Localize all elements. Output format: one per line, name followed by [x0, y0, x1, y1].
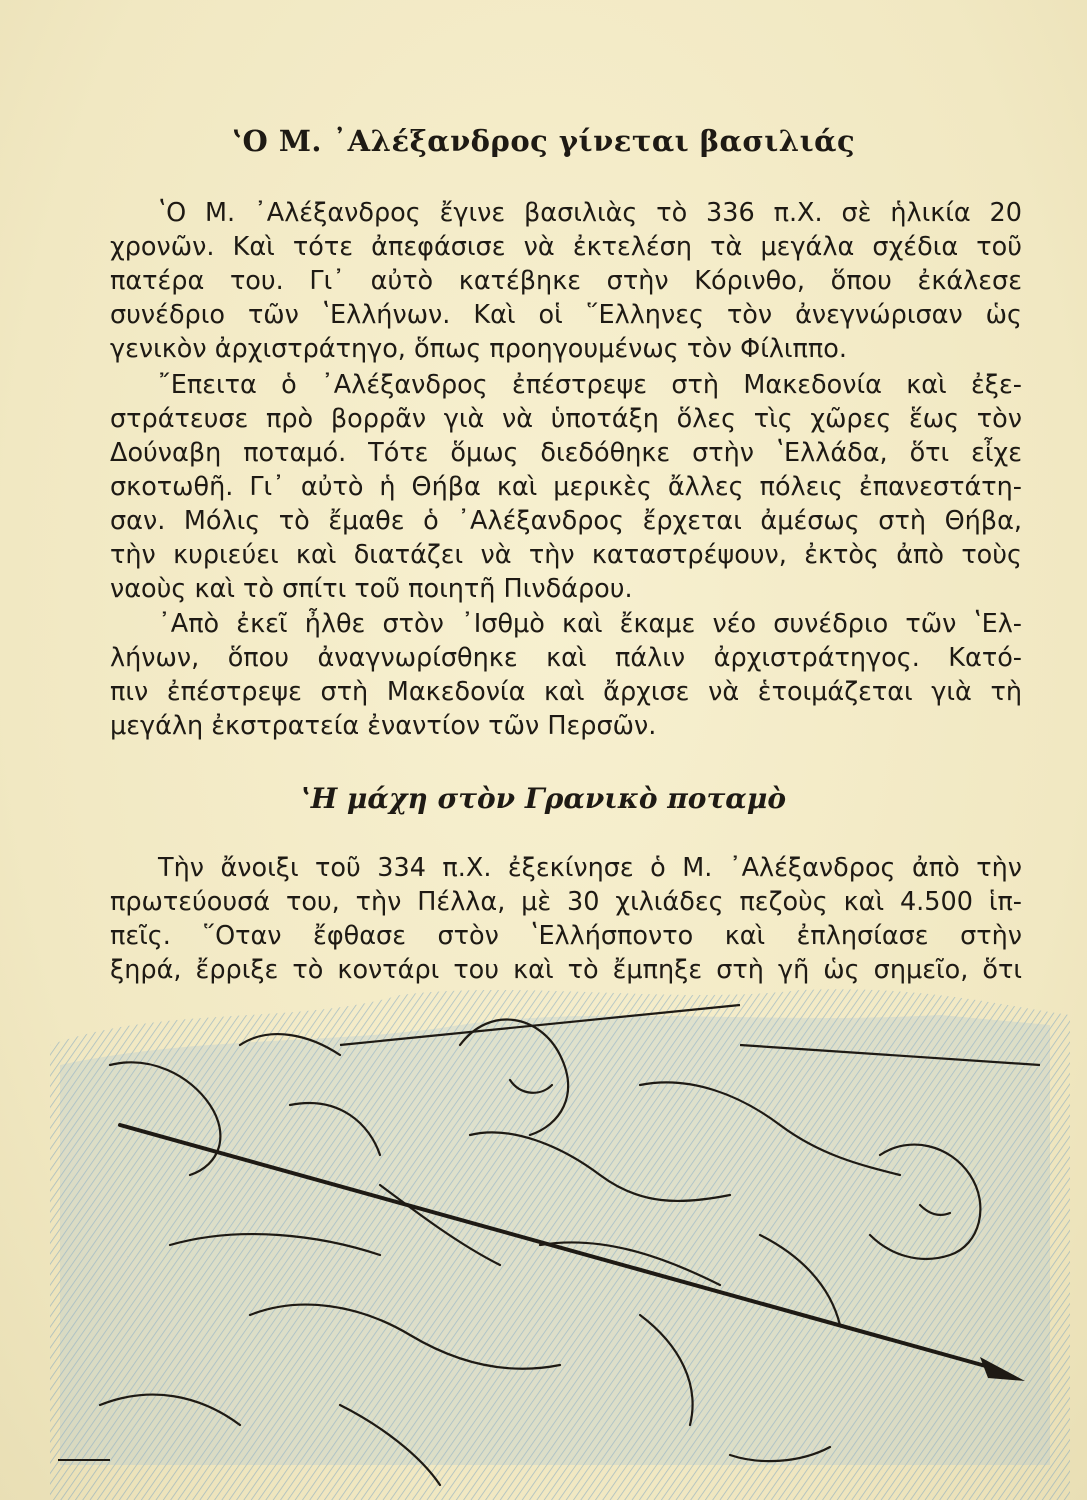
text-line: ναοὺς καὶ τὸ σπίτι τοῦ ποιητῆ Πινδάρου.	[110, 574, 633, 604]
text-line: λήνων, ὅπου ἀναγνωρίσθηκε καὶ πάλιν ἀρχιστράτηγος. Κατό-	[110, 643, 1022, 673]
text-line: πατέρα του. Γι᾿ αὐτὸ κατέβηκε στὴν Κόρινθο, ὅπου ἐκάλεσε	[110, 266, 1022, 296]
text-line: ʽΟ Μ. ᾿Αλέξανδρος ἔγινε βασιλιὰς τὸ 336 π.Χ. σὲ ἡλικία 20	[158, 198, 1022, 228]
text-line: τὴν κυριεύει καὶ διατάζει νὰ τὴν καταστρέψουν, ἐκτὸς ἀπὸ τοὺς	[110, 540, 1022, 570]
text-line: πιν ἐπέστρεψε στὴ Μακεδονία καὶ ἄρχισε νὰ ἑτοιμάζεται γιὰ τὴ	[110, 677, 1022, 707]
text-line: χρονῶν. Καὶ τότε ἀπεφάσισε νὰ ἐκτελέση τὰ μεγάλα σχέδια τοῦ	[110, 232, 1022, 262]
text-line: στράτευσε πρὸ βορρᾶν γιὰ νὰ ὑποτάξη ὅλες τὶς χῶρες ἕως τὸν	[110, 404, 1022, 434]
section-heading-alexander-king: ʽΟ Μ. ᾿Αλέξανδρος γίνεται βασιλιάς	[231, 124, 856, 158]
text-line: μεγάλη ἐκστρατεία ἐναντίον τῶν Περσῶν.	[110, 711, 657, 741]
text-line: συνέδριο τῶν ʽΕλλήνων. Καὶ οἱ ῞Ελληνες τὸν ἀνεγνώρισαν ὡς	[110, 300, 1022, 330]
section-heading-granicus-battle: ʽΗ μάχη στὸν Γρανικὸ ποταμὸ	[300, 782, 786, 815]
text-line: σαν. Μόλις τὸ ἔμαθε ὁ ᾿Αλέξανδρος ἔρχεται ἀμέσως στὴ Θήβα,	[110, 506, 1022, 536]
text-line: ξηρά, ἔρριξε τὸ κοντάρι του καὶ τὸ ἔμπηξε στὴ γῆ ὡς σημεῖο, ὅτι	[110, 955, 1022, 985]
text-line: Δούναβη ποταμό. Τότε ὅμως διεδόθηκε στὴν ʽΕλλάδα, ὅτι εἶχε	[110, 438, 1022, 468]
text-line: πρωτεύουσά του, τὴν Πέλλα, μὲ 30 χιλιάδες πεζοὺς καὶ 4.500 ἱπ-	[110, 887, 1022, 917]
text-line: ᾿Απὸ ἐκεῖ ἦλθε στὸν ᾿Ισθμὸ καὶ ἔκαμε νέο συνέδριο τῶν ʽΕλ-	[158, 609, 1022, 639]
text-line: ῎Επειτα ὁ ᾿Αλέξανδρος ἐπέστρεψε στὴ Μακεδονία καὶ ἐξε-	[158, 370, 1022, 400]
text-line: πεῖς. ῞Οταν ἔφθασε στὸν ʽΕλλήσποντο καὶ ἐπλησίασε στὴν	[110, 921, 1022, 951]
battle-illustration	[40, 985, 1070, 1500]
text-line: Τὴν ἄνοιξι τοῦ 334 π.Χ. ἐξεκίνησε ὁ Μ. ᾿Αλέξανδρος ἀπὸ τὴν	[158, 853, 1022, 883]
text-line: γενικὸν ἀρχιστράτηγο, ὅπως προηγουμένως τὸν Φίλιππο.	[110, 334, 847, 364]
text-line: σκοτωθῆ. Γι᾿ αὐτὸ ἡ Θήβα καὶ μερικὲς ἄλλες πόλεις ἐπανεστάτη-	[110, 472, 1022, 502]
